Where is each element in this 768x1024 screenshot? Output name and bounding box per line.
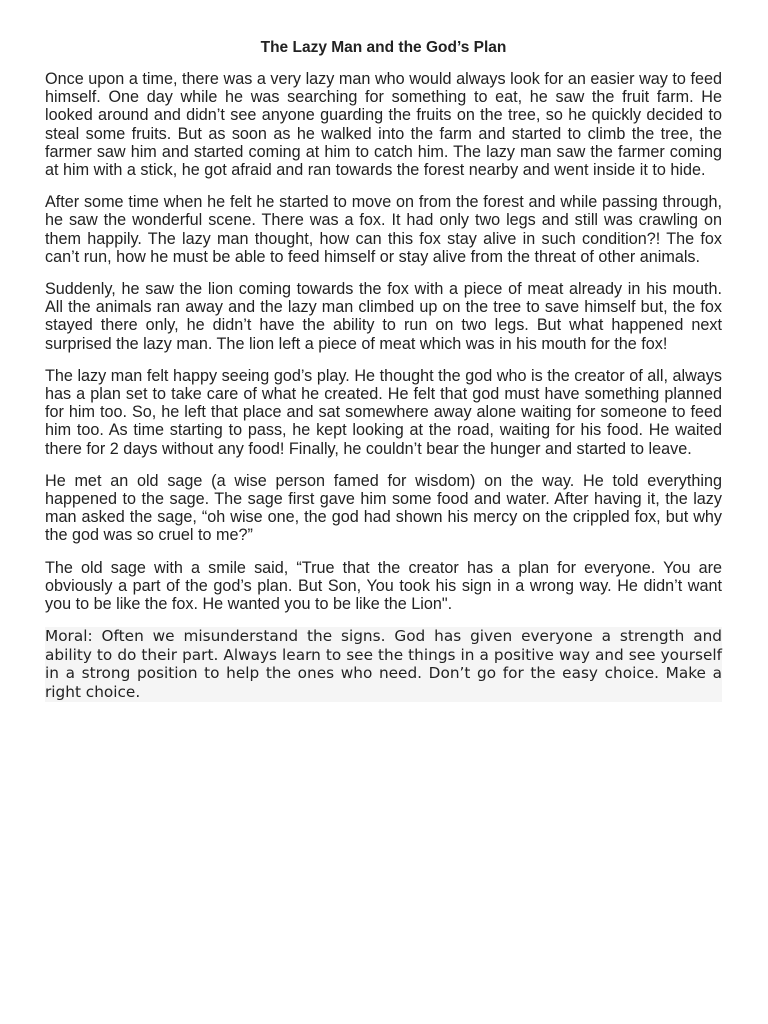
story-title: The Lazy Man and the God’s Plan — [260, 39, 507, 56]
moral-text: Moral: Often we misunderstand the signs. God has given everyone a strength and ability to do their part. Always learn to see the things in a positive way and see yourself in a strong position to help the ones who need. Don’t go for the easy choice. Make a right choice. — [45, 627, 722, 701]
story-paragraph-2: After some time when he felt he started to move on from the forest and while passing through, he saw the wonderful scene. There was a fox. It had only two legs and still was crawling on them happily. The lazy man thought, how can this fox stay alive in such condition?! The fox can’t run, how he must be able to feed himself or stay alive from the threat of other animals. — [45, 193, 722, 266]
story-paragraph-3: Suddenly, he saw the lion coming towards the fox with a piece of meat already in his mouth. All the animals ran away and the lazy man climbed up on the tree to save himself but, the fox stayed there only, he didn’t have the ability to run on two legs. But what happened next surprised the lazy man. The lion left a piece of meat which was in his mouth for the fox! — [45, 280, 722, 353]
story-paragraph-4: The lazy man felt happy seeing god’s play. He thought the god who is the creator of all, always has a plan set to take care of what he created. He felt that god must have something planned for him too. So, he left that place and sat somewhere away alone waiting for someone to feed him too. As time starting to pass, he kept looking at the road, waiting for his food. He waited there for 2 days without any food! Finally, he couldn’t bear the hunger and started to leave. — [45, 366, 722, 458]
document-page — [45, 38, 722, 702]
story-paragraph-1: Once upon a time, there was a very lazy man who would always look for an easier way to feed himself. One day while he was searching for something to eat, he saw the fruit farm. He looked around and didn’t see anyone guarding the fruits on the tree, so he quickly decided to steal some fruits. But as soon as he walked into the farm and started to climb the tree, the farmer saw him and started coming at him to catch him. The lazy man saw the farmer coming at him with a stick, he got afraid and ran towards the forest nearby and went inside it to hide. — [45, 70, 722, 180]
story-paragraph-5: He met an old sage (a wise person famed for wisdom) on the way. He told everything happened to the sage. The sage first gave him some food and water. After having it, the lazy man asked the sage, “oh wise one, the god had shown his mercy on the crippled fox, but why the god was so cruel to me?” — [45, 471, 722, 545]
story-paragraph-6: The old sage with a smile said, “True that the creator has a plan for everyone. You are obviously a part of the god’s plan. But Son, You took his sign in a wrong way. He didn’t want you to be like the fox. He wanted you to be like the Lion". — [45, 558, 722, 614]
